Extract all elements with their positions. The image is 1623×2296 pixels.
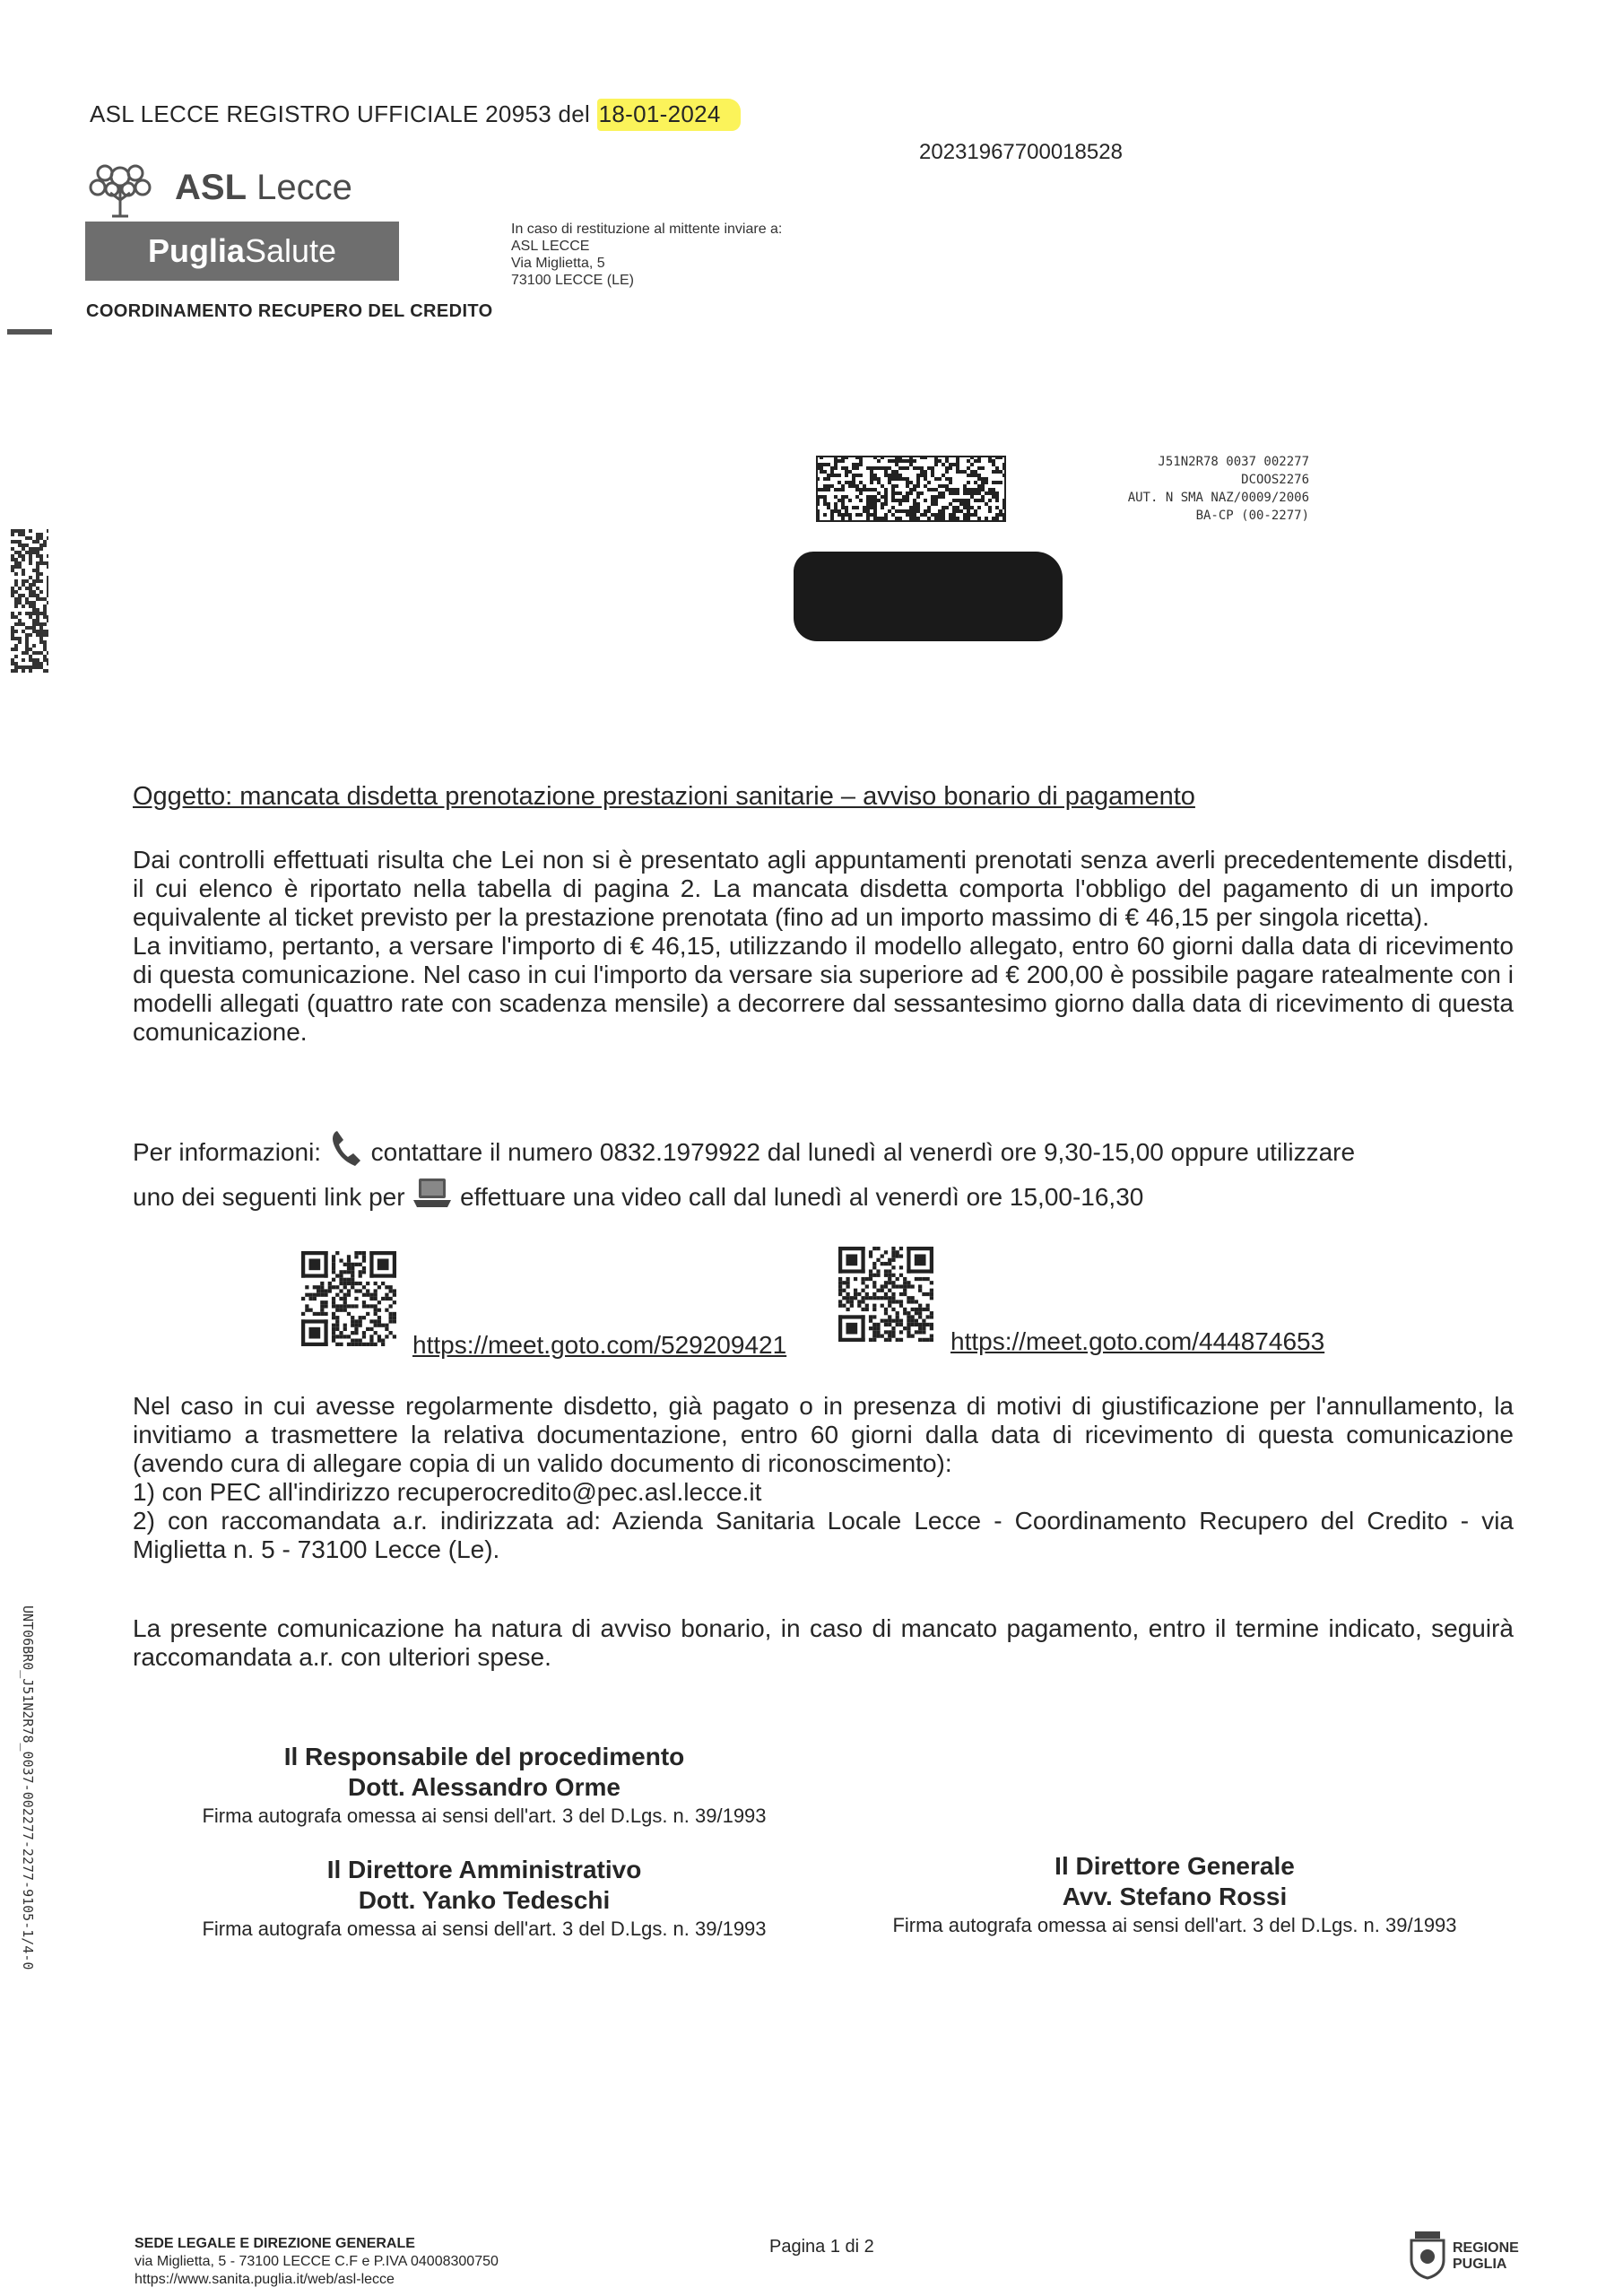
info-phone-line — [133, 1128, 1355, 1168]
phone-icon — [328, 1128, 364, 1168]
signature-role: Il Responsabile del procedimento — [283, 1743, 685, 1770]
signature-name: Avv. Stefano Rossi — [1062, 1883, 1288, 1910]
tree-logo-icon — [85, 157, 155, 220]
regione-puglia-emblem-icon — [1408, 2230, 1447, 2280]
paragraph-1-part: Dai controlli effettuati risulta che Lei non si è presentato agli appuntamenti prenotati senza averli precedentemente disdetti, il cui elenco è riportato nella tabella di pagina 2. La mancata disdetta comporta l'obbligo del pagamento di un importo equivalente al ticket previsto per la prestazione prenotata (fino ad un importo massimo di € 46,15 per singola ricetta). — [133, 846, 1514, 931]
return-address-line: ASL LECCE — [511, 239, 590, 254]
postal-code-line: AUT. N SMA NAZ/0009/2006 — [1127, 491, 1309, 505]
footer-address-line: via Miglietta, 5 - 73100 LECCE C.F e P.IVA 04008300750 — [135, 2254, 499, 2269]
signature-block — [852, 1851, 1497, 1939]
return-address-line: In caso di restituzione al mittente inviare a: — [511, 222, 783, 237]
registry-stamp — [90, 100, 741, 128]
logo-band: PugliaSalute — [85, 222, 399, 281]
paragraph-2-part: 1) con PEC all'indirizzo recuperocredito@pec.asl.lecce.it — [133, 1478, 762, 1506]
signature-note: Firma autografa omessa ai sensi dell'art. 3 del D.Lgs. n. 39/1993 — [202, 1805, 767, 1827]
regione-puglia-logo — [1408, 2230, 1524, 2283]
paragraph-2-part: 2) con raccomandata a.r. indirizzata ad: Azienda Sanitaria Locale Lecce - Coordinamento Recupero del Credito - via Miglietta n. 5 - 73100 Lecce (Le). — [133, 1507, 1514, 1563]
footer-url: https://www.sanita.puglia.it/web/asl-lecce — [135, 2272, 395, 2287]
signature-role: Il Direttore Amministrativo — [326, 1856, 642, 1883]
info-label: Per informazioni: — [133, 1138, 322, 1166]
info-video-text: effettuare una video call dal lunedì al venerdì ore 15,00-16,30 — [460, 1183, 1144, 1211]
return-address-line: 73100 LECCE (LE) — [511, 273, 634, 288]
datamatrix-barcode — [816, 456, 1006, 522]
postal-code-line: J51N2R78 0037 002277 — [1158, 455, 1309, 469]
regione-text: REGIONE PUGLIA — [1453, 2240, 1519, 2272]
qr-code-icon — [838, 1247, 933, 1342]
return-address-line: Via Miglietta, 5 — [511, 256, 605, 271]
registry-date-highlight: 18-01-2024 — [597, 99, 741, 131]
postal-codes — [1085, 453, 1309, 525]
info-video-line — [133, 1175, 1143, 1212]
paragraph-2-part: Nel caso in cui avesse regolarmente disdetto, già pagato o in presenza di motivi di giustificazione per l'annullamento, la invitiamo a trasmettere la relativa documentazione, entro 60 giorni dalla data di ricevimento di questa comunicazione (avendo cura di allegare copia di un valido documento di riconoscimento): — [133, 1392, 1514, 1477]
signature-note: Firma autografa omessa ai sensi dell'art. 3 del D.Lgs. n. 39/1993 — [202, 1918, 767, 1940]
qr-code-icon — [301, 1251, 396, 1346]
protocol-number: 20231967700018528 — [919, 140, 1123, 164]
info-video-prefix: uno dei seguenti link per — [133, 1183, 405, 1211]
vertical-tracking-code: UNT06BR0_J51N2R78_0037-002277-2277-9105-1/4-0 — [20, 1605, 36, 1970]
video-call-link-2[interactable]: https://meet.goto.com/444874653 — [950, 1327, 1325, 1355]
paragraph-1 — [133, 846, 1514, 1047]
info-phone-text: contattare il numero 0832.1979922 dal lunedì al venerdì ore 9,30-15,00 oppure utilizzare — [370, 1138, 1356, 1166]
paragraph-2 — [133, 1392, 1514, 1564]
redacted-address — [794, 552, 1063, 641]
video-call-link-1[interactable]: https://meet.goto.com/529209421 — [412, 1331, 787, 1359]
logo-title: ASL Lecce — [175, 168, 352, 207]
signature-block — [161, 1855, 807, 1943]
edge-mark — [7, 329, 52, 335]
signature-name: Dott. Yanko Tedeschi — [358, 1886, 611, 1914]
paragraph-3: La presente comunicazione ha natura di avviso bonario, in caso di mancato pagamento, entro il termine indicato, seguirà raccomandata a.r. con ulteriori spese. — [133, 1614, 1514, 1671]
subject-line: Oggetto: mancata disdetta prenotazione prestazioni sanitarie – avviso bonario di pagamento — [133, 782, 1195, 811]
postal-code-line: BA-CP (00-2277) — [1195, 509, 1309, 523]
department-name: COORDINAMENTO RECUPERO DEL CREDITO — [86, 301, 493, 321]
paragraph-1-part: La invitiamo, pertanto, a versare l'importo di € 46,15, utilizzando il modello allegato, entro 60 giorni dalla data di ricevimento di questa comunicazione. Nel caso in cui l'importo da versare sia superiore ad € 200,00 è possibile pagare ratealmente con i modelli allegati (quattro rate con scadenza mensile) a decorrere dal sessantesimo giorno dalla data di ricevimento di questa comunicazione. — [133, 932, 1514, 1046]
footer-title: SEDE LEGALE E DIREZIONE GENERALE — [135, 2236, 415, 2251]
signature-name: Dott. Alessandro Orme — [348, 1773, 621, 1801]
signature-role: Il Direttore Generale — [1055, 1852, 1295, 1880]
asl-lecce-logo — [85, 157, 399, 283]
signature-note: Firma autografa omessa ai sensi dell'art. 3 del D.Lgs. n. 39/1993 — [892, 1914, 1457, 1936]
return-address — [511, 221, 782, 289]
postal-code-line: DCOOS2276 — [1241, 473, 1309, 487]
registry-prefix: ASL LECCE REGISTRO UFFICIALE 20953 del — [90, 100, 597, 127]
side-barcode — [11, 529, 48, 673]
signature-block — [161, 1742, 807, 1830]
laptop-icon — [412, 1175, 453, 1211]
page-number: Pagina 1 di 2 — [769, 2237, 874, 2257]
footer-address — [135, 2235, 499, 2289]
